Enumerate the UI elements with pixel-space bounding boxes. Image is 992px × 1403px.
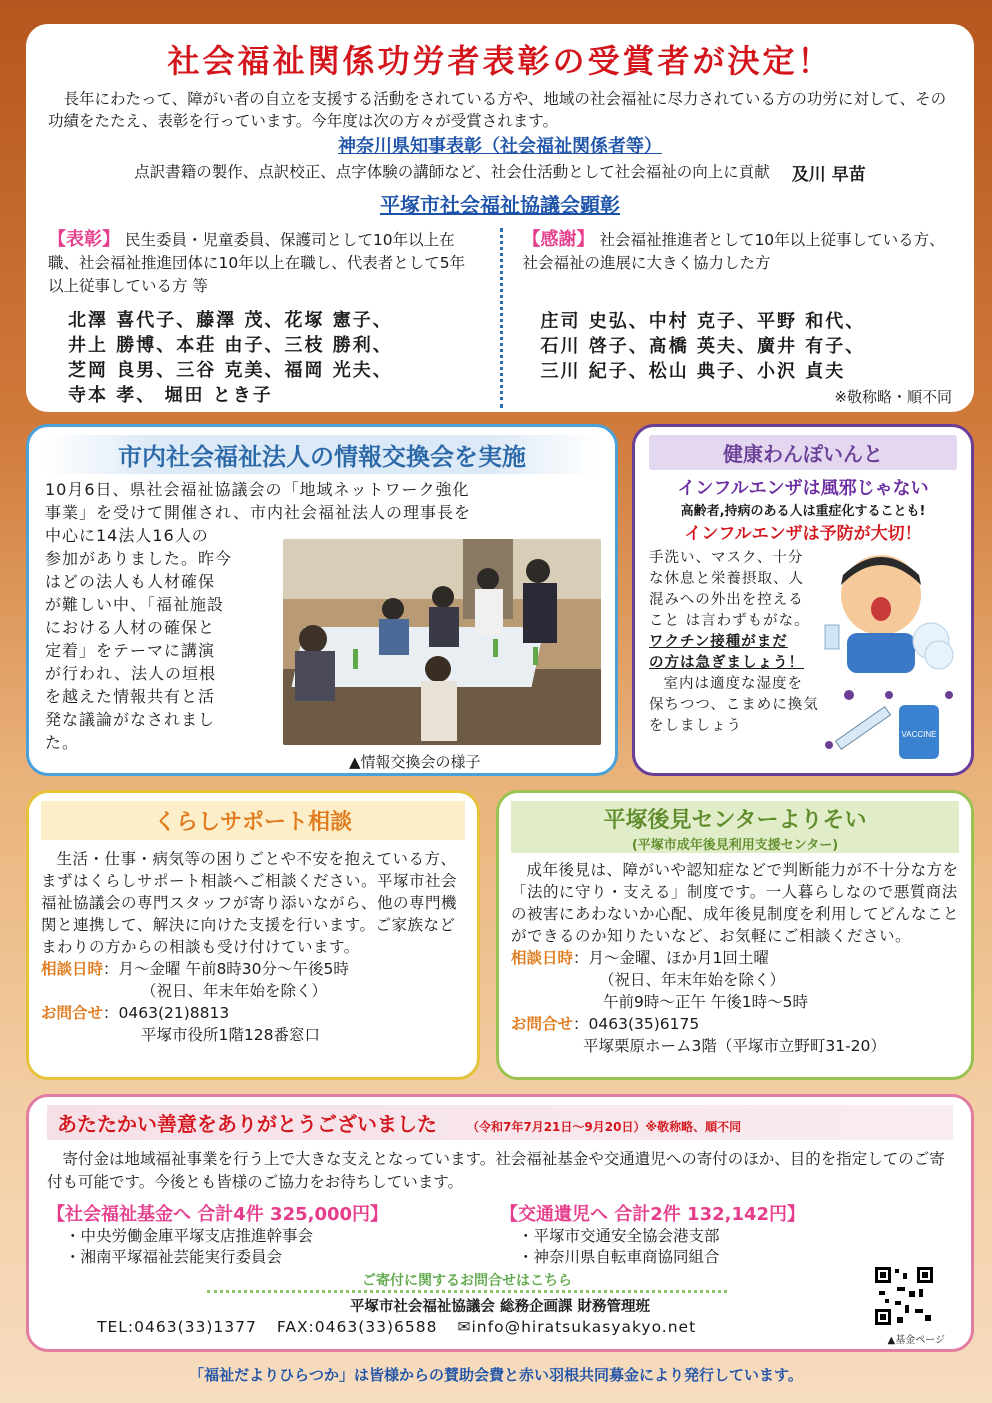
phone-value: ：0463(21)8813	[103, 1004, 230, 1022]
exchange-section	[26, 424, 618, 776]
qr-label: ▲基金ページ	[887, 1335, 945, 1346]
mail-icon: ✉	[457, 1318, 472, 1336]
email-row[interactable]	[458, 1318, 697, 1336]
hours-label: 相談日時	[41, 960, 104, 978]
flu-illustration	[819, 545, 959, 765]
city-award-heading: 平塚市社会福祉協議会顕彰	[380, 193, 620, 217]
kansha-desc-block	[523, 228, 953, 275]
hyosho-desc-block	[48, 228, 478, 298]
body-line: 保ちつつ、こまめに換気	[649, 697, 819, 713]
vaccine-line: の方は急ぎましょう！	[649, 655, 804, 671]
tel-number: TEL:0463(33)1377	[97, 1318, 257, 1336]
contact-label: お問合せ	[41, 1004, 104, 1022]
hyosho-tag: 【表彰】	[48, 229, 120, 250]
kouken-section	[496, 790, 974, 1080]
name-line: 北澤 喜代子、藤澤 茂、花塚 憲子、	[68, 310, 393, 331]
donation-contact-line	[47, 1318, 953, 1336]
kurashi-hours-row	[41, 958, 465, 980]
donation-title: あたたかい善意をありがとうございました	[57, 1112, 437, 1136]
kouken-hours-row	[511, 947, 959, 969]
vaccine-line: ワクチン接種がまだ	[649, 634, 788, 650]
body-line: 定着」をテーマに講演	[45, 641, 216, 660]
kurashi-place: 平塚市役所1階128番窓口	[141, 1026, 320, 1044]
fund-item: ・中央労働金庫平塚支店推進幹事会	[65, 1227, 314, 1245]
phone-value: ：0463(35)6175	[573, 1015, 700, 1033]
kouken-contact-row	[511, 1013, 959, 1035]
body-line: 室内は適度な湿度を	[663, 676, 803, 692]
kansha-desc: 社会福祉推進者として10年以上従事している方、社会福祉の進展に大きく協力した方	[522, 231, 945, 272]
kurashi-section	[26, 790, 480, 1080]
pref-award-desc: 点訳書籍の製作、点訳校正、点字体験の講師など、社会仕活動として社会福祉の向上に貢献	[134, 163, 770, 181]
award-intro: 長年にわたって、障がい者の自立を支援する活動をされている方や、地域の社会福祉に尽力されている方の功労に対して、その功績をたたえ、表彰を行っています。今年度は次の方々が受賞されます。	[48, 90, 947, 130]
exchange-title: 市内社会福祉法人の情報交換会を実施	[45, 435, 599, 474]
health-title: 健康わんぽいんと	[649, 435, 957, 470]
kansha-column	[503, 228, 953, 408]
flu-warning: 高齢者,持病のある人は重症化することも!	[680, 504, 926, 519]
body-line: た。	[45, 733, 80, 752]
hours-label: 相談日時	[511, 949, 574, 967]
hours-value: ：月～金曜、ほか月1回土曜	[573, 949, 769, 967]
fund1-column	[47, 1200, 500, 1268]
body-line: が行われ、法人の垣根	[45, 664, 216, 683]
body-line: 参加がありました。昨今	[45, 549, 233, 568]
name-line: 三川 紀子、松山 典子、小沢 貞夫	[540, 361, 846, 382]
footer-note: 「福祉だよりひらつか」は皆様からの賛助会費と赤い羽根共同募金により発行しています。	[189, 1366, 803, 1384]
hours-value: ：月～金曜 午前8時30分～午後5時	[103, 960, 349, 978]
fund-item: ・平塚市交通安全協会港支部	[518, 1227, 720, 1245]
body-line: 中心に14法人16人の	[45, 526, 209, 545]
city-award-columns	[48, 228, 952, 408]
award-title: 社会福祉関係功労者表彰の受賞者が決定！	[167, 42, 833, 80]
name-line: 井上 勝博、本荘 由子、三枝 勝利、	[68, 335, 393, 356]
fax-number: FAX:0463(33)6588	[276, 1318, 438, 1336]
name-line: 石川 啓子、髙橋 英夫、廣井 有子、	[540, 336, 866, 357]
fund2-heading: 【交通遺児へ 合計2件 132,142円】	[500, 1204, 806, 1225]
body-line: 事業」を受けて開催され、市内社会福祉法人の理事長を	[45, 503, 471, 522]
body-line: はどの法人も人材確保	[45, 572, 216, 591]
name-line: 寺本 孝、 堀田 とき子	[68, 385, 273, 406]
pref-award-row	[48, 160, 952, 185]
kouken-body: 成年後見は、障がいや認知症などで判断能力が不十分な方を「法的に守り・支える」制度です。一人暮らしなので悪質商法の被害にあわないか心配、成年後見制度を利用してどんなことができるのか知りたいなど、お気軽にご相談ください。	[511, 861, 960, 945]
fund-item: ・湘南平塚福祉芸能実行委員会	[65, 1248, 283, 1266]
donation-contact-heading: ご寄付に関するお問合せはこちら	[207, 1270, 727, 1293]
qr-code[interactable]	[873, 1265, 935, 1327]
body-line: を越えた情報共有と活	[45, 687, 216, 706]
photo-caption: ▲情報交換会の様子	[349, 753, 481, 771]
body-line: をしましょう	[649, 718, 742, 734]
flu-headline: インフルエンザは風邪じゃない	[677, 478, 929, 499]
fund1-heading: 【社会福祉基金へ 合計4件 325,000円】	[47, 1204, 389, 1225]
award-note: ※敬称略・順不同	[834, 388, 952, 406]
name-line: 芝岡 良男、三谷 克美、福岡 光夫、	[68, 360, 393, 381]
pref-award-heading: 神奈川県知事表彰（社会福祉関係者等）	[338, 136, 662, 157]
donation-heading	[47, 1105, 953, 1140]
hyosho-names	[48, 308, 478, 408]
donation-body: 寄付金は地域福祉事業を行う上で大きな支えとなっています。社会福祉基金や交通遺児への寄付のほか、目的を指定してのご寄付も可能です。今後とも皆様のご協力をお待ちしています。	[47, 1150, 945, 1191]
kouken-title: 平塚後見センターよりそい	[603, 808, 867, 833]
donation-contact-org: 平塚市社会福祉協議会 総務企画課 財務管理班	[349, 1299, 651, 1315]
meeting-photo	[283, 539, 601, 745]
contact-label: お問合せ	[511, 1015, 574, 1033]
body-line: な休息と栄養摂取、人	[649, 571, 804, 587]
hyosho-desc: 民生委員・児童委員、保護司として10年以上在職、社会福祉推進団体に10年以上在職し、代表者として5年以上従事している方 等	[48, 231, 466, 295]
kansha-tag: 【感謝】	[522, 229, 595, 250]
vaccine-text-label: VACCINE	[901, 730, 937, 739]
kouken-heading	[511, 801, 959, 853]
health-section	[632, 424, 974, 776]
kansha-names	[523, 309, 953, 384]
body-line: 発な議論がなされまし	[45, 710, 216, 729]
award-section	[26, 24, 974, 412]
body-line: 10月6日、県社会福祉協議会の「地域ネットワーク強化	[45, 480, 470, 499]
name-line: 庄司 史弘、中村 克子、平野 和代、	[540, 311, 866, 332]
hyosho-column	[48, 228, 503, 408]
kurashi-body: 生活・仕事・病気等の困りごとや不安を抱えている方、まずはくらしサポート相談へご相談ください。平塚市社会福祉協議会の専門スタッフが寄り添いながら、他の専門機関と連携して、解決に向けた支援を行います。ご家族などまわりの方からの相談も受け付けています。	[41, 850, 458, 956]
body-line: こと は言わずもがな。	[649, 613, 810, 629]
fund-item: ・神奈川県自転車商協同組合	[518, 1248, 720, 1266]
body-line: 混みへの外出を控える	[649, 592, 804, 608]
donation-section	[26, 1094, 974, 1352]
pref-award-name: 及川 早苗	[791, 165, 866, 185]
donation-period: （令和7年7月21日～9月20日）※敬称略、順不同	[467, 1120, 742, 1134]
kurashi-contact-row	[41, 1002, 465, 1024]
fund2-column	[500, 1200, 953, 1268]
fund-columns	[47, 1200, 953, 1268]
flu-prevention: インフルエンザは予防が大切！	[684, 524, 922, 544]
body-line: が難しい中、「福祉施設	[45, 595, 225, 614]
kouken-place: 平塚栗原ホーム3階（平塚市立野町31-20）	[583, 1037, 886, 1055]
kurashi-title: くらしサポート相談	[41, 801, 465, 840]
kurashi-hours-note: （祝日、年末年始を除く）	[141, 982, 328, 1000]
kouken-subtitle: (平塚市成年後見利用支援センター)	[631, 838, 839, 853]
email-address[interactable]: info@hiratsukasyakyo.net	[471, 1318, 697, 1336]
body-line: 手洗い、マスク、十分	[649, 550, 804, 566]
kouken-hours-note: （祝日、年末年始を除く）	[599, 971, 786, 989]
body-line: における人材の確保と	[45, 618, 216, 637]
kouken-hours-time: 午前9時～正午 午後1時～5時	[603, 993, 809, 1011]
health-body	[649, 548, 831, 737]
